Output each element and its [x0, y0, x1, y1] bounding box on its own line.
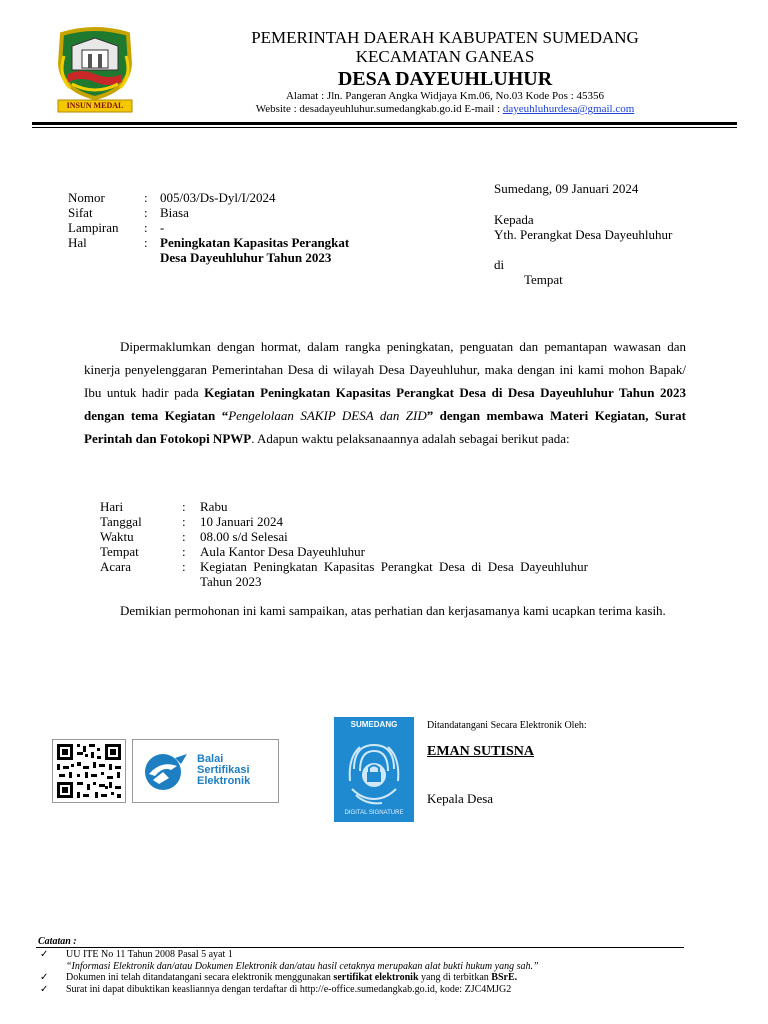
header-village: DESA DAYEUHLUHUR: [337, 68, 553, 90]
hal-value-line2: Desa Dayeuhluhur Tahun 2023: [160, 250, 332, 265]
nomor-label: Nomor: [68, 190, 105, 205]
p1-text-b: Kegiatan Peningkatan Kapasitas Perangkat Desa di Desa Dayeuhluhur Tahun 2023 dengan tema Kegiatan “: [84, 385, 686, 423]
body-paragraph-1: [84, 335, 686, 450]
colon: :: [182, 559, 186, 574]
schedule-row: [100, 544, 588, 559]
check-icon: ✓: [40, 972, 49, 983]
header-contact: [160, 103, 730, 116]
note-2-d: BSrE.: [491, 972, 518, 983]
nomor-value: 005/03/Ds-Dyl/I/2024: [160, 190, 276, 205]
check-icon: ✓: [40, 983, 49, 995]
bsre-line1: Balai: [197, 753, 224, 765]
kepada-label: Kepada: [494, 212, 534, 227]
schedule-table: [100, 499, 588, 589]
signed-by-label: Ditandatangani Secara Elektronik Oleh:: [427, 720, 587, 731]
stamp-bottom-label: DIGITAL SIGNATURE: [344, 810, 404, 816]
list-item: [40, 972, 539, 984]
schedule-value: 10 Januari 2024: [200, 514, 284, 529]
colon: :: [182, 514, 186, 529]
header-address: Alamat : Jln. Pangeran Angka Widjaya Km.06, No.03 Kode Pos : 45356: [285, 90, 604, 102]
hal-label: Hal: [68, 235, 87, 250]
recipient-name: Yth. Perangkat Desa Dayeuhluhur: [494, 227, 673, 242]
lampiran-label: Lampiran: [68, 220, 119, 235]
schedule-label: Tempat: [100, 544, 139, 559]
lampiran-value: -: [160, 220, 165, 235]
schedule-row: [100, 559, 588, 589]
hal-value: [160, 235, 410, 265]
logo-motto: INSUN MEDAL: [66, 101, 124, 110]
check-icon: ✓: [40, 949, 49, 960]
colon: :: [144, 205, 148, 220]
p1-text-a: Dipermaklumkan dengan hormat, dalam rangka peningkatan, penguatan dan pemantapan wawasan dan kinerja penyelenggaran Pemerintahan Desa di wilayah Desa Dayeuhluhur, maka dengan ini kami mohon Bapak/ Ibu untuk hadir pada: [84, 339, 686, 400]
colon: :: [144, 220, 148, 235]
header-regency: PEMERINTAH DAERAH KABUPATEN SUMEDANG: [251, 28, 639, 47]
colon: :: [182, 499, 186, 514]
list-item: [40, 949, 539, 961]
header-website: Website : desadayeuhluhur.sumedangkab.go.id E-mail :: [255, 103, 503, 115]
regency-logo: [54, 26, 136, 118]
note-3: Surat ini dapat dibuktikan keasliannya dengan terdaftar di http://e-office.sumedangkab.go.id, kode: ZJC4MJG2: [66, 983, 512, 995]
note-2-b: sertifikat elektronik: [333, 972, 419, 983]
list-item: [40, 961, 539, 973]
email-link[interactable]: dayeuhluhurdesa@gmail.com: [502, 103, 635, 115]
fingerprint-lock-icon: [346, 737, 402, 807]
schedule-value: Kegiatan Peningkatan Kapasitas Perangkat Desa di Desa Dayeuhluhur Tahun 2023: [200, 559, 588, 589]
footer-divider: [36, 947, 684, 948]
digital-signature-stamp: [334, 717, 414, 822]
letter-meta: [68, 190, 410, 265]
schedule-row: [100, 529, 588, 544]
di-label: di: [494, 257, 505, 272]
schedule-row: [100, 499, 588, 514]
hal-value-line1: Peningkatan Kapasitas Perangkat: [160, 235, 350, 250]
place-date: Sumedang, 09 Januari 2024: [494, 181, 639, 196]
schedule-label: Waktu: [100, 529, 134, 544]
bsre-line2: Sertifikasi: [197, 764, 250, 776]
list-item: [40, 984, 539, 996]
header-district: KECAMATAN GANEAS: [355, 47, 535, 66]
note-1: UU ITE No 11 Tahun 2008 Pasal 5 ayat 1: [66, 949, 233, 960]
body-paragraph-2: Demikian permohonan ini kami sampaikan, atas perhatian dan kerjasamanya kami ucapkan terima kasih.: [120, 603, 666, 618]
footer-note-title: Catatan :: [38, 936, 77, 947]
schedule-value: Aula Kantor Desa Dayeuhluhur: [200, 544, 365, 559]
note-2: [66, 972, 517, 984]
colon: :: [144, 235, 148, 250]
p1-theme: Pengelolaan SAKIP DESA dan ZID: [228, 408, 427, 423]
qr-code: [52, 739, 126, 803]
tempat-label: Tempat: [524, 272, 563, 287]
colon: :: [182, 529, 186, 544]
sifat-value: Biasa: [160, 205, 189, 220]
bsre-line3: Elektronik: [197, 775, 251, 787]
colon: :: [144, 190, 148, 205]
signatory-position: Kepala Desa: [427, 791, 494, 806]
p1-text-d: ” dengan membawa Materi Kegiatan, Surat Perintah dan Fotokopi NPWP: [84, 408, 686, 446]
colon: :: [182, 544, 186, 559]
bsre-logo: [132, 739, 279, 803]
schedule-value: Rabu: [200, 499, 228, 514]
schedule-value: 08.00 s/d Selesai: [200, 529, 288, 544]
stamp-top-label: SUMEDANG: [350, 720, 398, 729]
sifat-label: Sifat: [68, 205, 93, 220]
schedule-label: Tanggal: [100, 514, 142, 529]
note-1-quote: “Informasi Elektronik dan/atau Dokumen Elektronik dan/atau hasil cetaknya merupakan alat bukti hukum yang sah.”: [66, 960, 539, 972]
header-divider-thin: [32, 127, 737, 128]
p1-text-e: . Adapun waktu pelaksanaannya adalah sebagai berikut pada:: [251, 431, 570, 446]
signatory-name: EMAN SUTISNA: [427, 744, 534, 759]
qr-code-icon: [53, 740, 125, 802]
header-divider-thick: [32, 122, 737, 125]
note-2-a: Dokumen ini telah ditandatangani secara elektronik menggunakan: [66, 972, 334, 983]
schedule-label: Hari: [100, 499, 124, 514]
schedule-label: Acara: [100, 559, 132, 574]
schedule-row: [100, 514, 588, 529]
note-2-c: yang di terbitkan: [418, 972, 492, 983]
footer-notes: [40, 949, 539, 995]
bsre-emblem-icon: [141, 752, 189, 792]
